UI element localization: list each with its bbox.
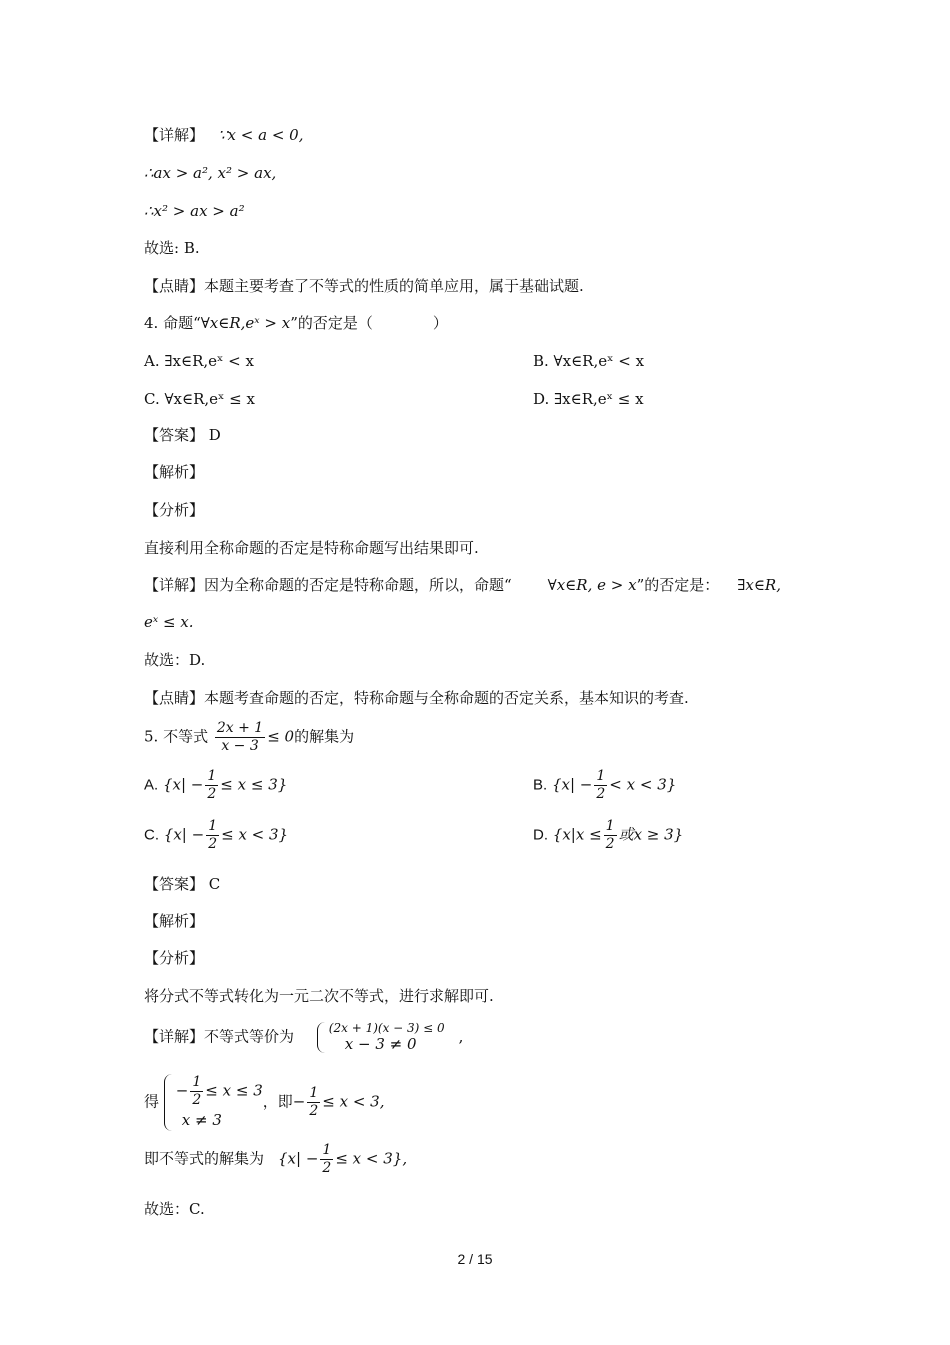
q3-step1: ∴ax > a², x² > ax, (144, 164, 277, 182)
q5-deduce-post: ≤ x < 3, (322, 1092, 385, 1111)
q5-option-d-pre: {x|x ≤ (552, 825, 602, 844)
q5-option-c-label: C. (144, 826, 159, 844)
q5-deduce-minus: − (292, 1092, 306, 1111)
q5-option-a-frac (205, 768, 218, 803)
q5-system-2 (164, 1074, 263, 1131)
q4-stem (144, 313, 448, 333)
q5-option-c-post: ≤ x < 3} (221, 825, 289, 844)
q5-frac-num: 2x + 1 (216, 720, 264, 736)
q4-fenxi-label: 【分析】 (144, 501, 205, 519)
q5-half-den: 2 (322, 1160, 332, 1176)
q5-option-d (533, 818, 683, 853)
q5-option-b-pre: {x| − (551, 775, 593, 794)
q3-detail-label: 【详解】 (144, 126, 205, 144)
q5-fenxi-text: 将分式不等式转化为一元二次不等式，进行求解即可. (144, 987, 494, 1005)
q4-detail-expr2: ∃x∈R, (737, 576, 781, 594)
brace-icon (317, 1022, 326, 1053)
q3-comment-line (144, 276, 584, 296)
q5-option-b-frac (594, 768, 607, 803)
q5-sys2-frac (190, 1074, 203, 1109)
q4-detail-line (144, 575, 781, 595)
q5-half-den: 2 (207, 786, 217, 802)
q5-frac-den: x − 3 (221, 738, 259, 754)
q5-stem-rel: ≤ 0 (267, 727, 295, 746)
q5-option-b-post: < x < 3} (609, 775, 677, 794)
q3-comment-label: 【点睛】 (144, 277, 205, 295)
q5-detail-pre: 【详解】不等式等价为 (144, 1027, 295, 1046)
q5-half-den: 2 (596, 786, 606, 802)
q5-sol-set-pre: {x| − (278, 1149, 319, 1168)
q4-choose: 故选：D. (144, 651, 206, 669)
q5-sol-set-post: ≤ x < 3}, (335, 1149, 408, 1168)
q5-half-num: 1 (207, 768, 217, 784)
brace-icon (164, 1074, 173, 1131)
q5-sys1-row1: (2x + 1)(x − 3) ≤ 0 (328, 1021, 445, 1035)
q5-half-den: 2 (208, 836, 218, 852)
q5-analysis-label: 【解析】 (144, 912, 205, 930)
q5-option-b (533, 768, 676, 803)
q5-half-num: 1 (605, 818, 615, 834)
q5-option-c-pre: {x| − (163, 825, 205, 844)
q5-stem-pre: 5. 不等式 (144, 727, 209, 746)
q5-deduce-line (144, 1074, 384, 1131)
q4-stem-post: ”的否定是（ ） (290, 314, 448, 332)
q5-deduce-pre: 得 (144, 1092, 160, 1111)
q5-sol-pre: 即不等式的解集为 (144, 1149, 265, 1168)
q5-deduce-mid: ，即 (262, 1092, 293, 1111)
q5-sol-frac (320, 1142, 333, 1177)
q5-half-den: 2 (309, 1103, 319, 1119)
q4-detail-line2: eˣ ≤ x. (144, 613, 194, 631)
q4-option-b: B. ∀x∈R,eˣ < x (533, 352, 645, 370)
q4-detail-mid: ”的否定是： (636, 576, 720, 594)
q3-choose: 故选: B. (144, 239, 200, 257)
q3-step2: ∴x² > ax > a² (144, 202, 245, 220)
q3-detail-line (144, 125, 303, 145)
q5-stem-fraction (215, 720, 265, 755)
q5-option-d-post: 或x ≥ 3} (618, 825, 684, 844)
q5-sys2-row1: − $\frac{1}{2}$ ≤ x ≤ 3 (175, 1074, 263, 1108)
q5-fenxi-label: 【分析】 (144, 949, 205, 967)
q5-solution-line (144, 1142, 407, 1177)
q5-half-num: 1 (322, 1142, 332, 1158)
q4-detail-expr: ∀x∈R, e > x (547, 576, 637, 594)
q5-half-den: 2 (192, 1092, 202, 1108)
q5-option-d-label: D. (533, 826, 548, 844)
q5-half-den: 2 (605, 836, 615, 852)
q4-stem-pre: 4. 命题“ (144, 314, 201, 332)
q5-stem (144, 720, 354, 755)
q4-answer: 【答案】 D (144, 426, 221, 444)
q5-sys2-row1-post: ≤ x ≤ 3 (205, 1081, 263, 1100)
q4-fenxi-text: 直接利用全称命题的否定是特称命题写出结果即可. (144, 539, 479, 557)
q5-sys1-row2: x − 3 ≠ 0 (344, 1035, 417, 1053)
q5-option-b-label: B. (533, 776, 548, 794)
q4-detail: 【详解】因为全称命题的否定是特称命题，所以，命题“ (144, 576, 512, 594)
q4-analysis-label: 【解析】 (144, 463, 205, 481)
q5-detail-post: , (458, 1027, 464, 1046)
q5-stem-post: 的解集为 (294, 727, 355, 746)
q5-sys2-row2: x ≠ 3 (181, 1111, 222, 1129)
q5-deduce-frac (307, 1085, 320, 1120)
q3-detail-expr: ∵x < a < 0, (218, 126, 304, 144)
q5-answer: 【答案】 C (144, 875, 221, 893)
q5-detail-line (144, 1022, 463, 1053)
q5-half-num: 1 (208, 818, 218, 834)
q4-option-a: A. ∃x∈R,eˣ < x (144, 352, 254, 370)
q4-stem-expr: ∀x∈R,eˣ > x (200, 314, 291, 332)
q5-system-1 (317, 1022, 445, 1053)
q3-comment: 本题主要考查了不等式的性质的简单应用，属于基础试题. (204, 277, 584, 295)
q5-option-a-label: A. (144, 776, 159, 794)
q5-option-a-pre: {x| − (162, 775, 204, 794)
q5-half-num: 1 (309, 1085, 319, 1101)
q5-option-c-frac (206, 818, 219, 853)
q5-half-num: 1 (192, 1074, 202, 1090)
q4-option-c: C. ∀x∈R,eˣ ≤ x (144, 390, 255, 408)
q5-option-c (144, 818, 288, 853)
q5-half-num: 1 (596, 768, 606, 784)
q5-choose: 故选：C. (144, 1200, 205, 1218)
q5-option-a-post: ≤ x ≤ 3} (220, 775, 288, 794)
q4-option-d: D. ∃x∈R,eˣ ≤ x (533, 390, 644, 408)
q4-comment: 【点睛】本题考查命题的否定，特称命题与全称命题的否定关系，基本知识的考查. (144, 689, 689, 707)
q5-option-d-frac (604, 818, 617, 853)
q5-option-a (144, 768, 287, 803)
page-number: 2 / 15 (457, 1251, 493, 1267)
